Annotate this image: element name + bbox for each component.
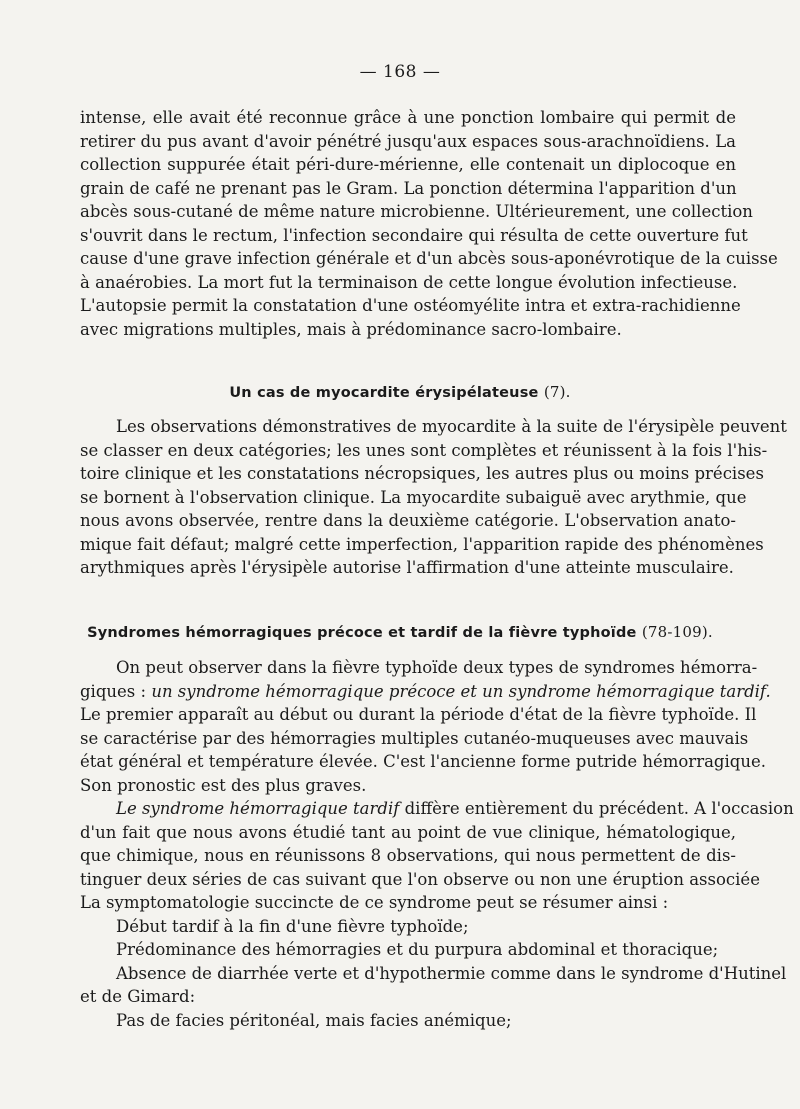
text-line: collection suppurée était péri-dure-mérienne, elle contenait un diplocoque en (80, 155, 736, 174)
italic-text: un syndrome hémorragique précoce et un syndrome hémorragique tardif. (151, 681, 771, 701)
paragraph (80, 415, 787, 580)
heading-title: Syndromes hémorragiques précoce et tardif de la fièvre typhoïde (87, 625, 637, 641)
list-item: Prédominance des hémorragies et du purpura abdominal et thoracique; (116, 940, 719, 959)
text-line: tinguer deux séries de cas suivant que l'on observe ou non une éruption associée (80, 869, 760, 889)
text-line: se bornent à l'observation clinique. La myocardite subaiguë avec arythmie, que (80, 487, 747, 507)
text-line: abcès sous-cutané de même nature microbienne. Ultérieurement, une collection (80, 202, 753, 221)
heading-reference: (78-109). (641, 623, 713, 641)
list-paragraph (80, 915, 787, 1033)
text-line: état général et température élevée. C'est l'ancienne forme putride hémorragique. (80, 752, 766, 771)
paragraph (80, 106, 778, 341)
text-line: intense, elle avait été reconnue grâce à une ponction lombaire qui permit de (80, 108, 736, 127)
text-line: s'ouvrit dans le rectum, l'infection secondaire qui résulta de cette ouverture fut (80, 225, 748, 245)
paragraph (80, 797, 794, 915)
list-item: Début tardif à la fin d'une fièvre typhoïde; (116, 916, 469, 936)
text-line: cause d'une grave infection générale et d'un abcès sous-aponévrotique de la cuisse (80, 249, 778, 268)
list-item: Absence de diarrhée verte et d'hypothermie comme dans le syndrome d'Hutinel (116, 963, 787, 983)
text-line: avec migrations multiples, mais à prédominance sacro-lombaire. (80, 319, 622, 339)
section-heading-typhoid (0, 623, 800, 641)
section-heading-myocarditis (0, 383, 800, 401)
text-line: L'autopsie permit la constatation d'une ostéomyélite intra et extra-rachidienne (80, 296, 741, 315)
text-line: retirer du pus avant d'avoir pénétré jusqu'aux espaces sous-arachnoïdiens. La (80, 131, 736, 151)
text-line: Le premier apparaît au début ou durant la période d'état de la fièvre typhoïde. Il (80, 705, 757, 724)
text-line: et de Gimard: (80, 987, 196, 1006)
text-fragment: diffère entièrement du précédent. A l'occasion (399, 799, 794, 818)
list-item: Pas de facies péritonéal, mais facies anémique; (116, 1010, 512, 1030)
text-line: se caractérise par des hémorragies multiples cutanéo-muqueuses avec mauvais (80, 728, 749, 748)
text-line: toire clinique et les constatations nécropsiques, les autres plus ou moins précises (80, 464, 764, 483)
page-number: — 168 — (359, 62, 441, 82)
text-line (80, 797, 794, 821)
text-line: nous avons observée, rentre dans la deuxième catégorie. L'observation anato- (80, 511, 736, 530)
text-line: d'un fait que nous avons étudié tant au point de vue clinique, hématologique, (80, 822, 736, 842)
text-fragment: giques : (80, 681, 152, 701)
text-line: grain de café ne prenant pas le Gram. La ponction détermina l'apparition d'un (80, 178, 737, 198)
text-line: se classer en deux catégories; les unes sont complètes et réunissent à la fois l'his- (80, 440, 768, 460)
text-line: Son pronostic est des plus graves. (80, 775, 367, 795)
text-line: que chimique, nous en réunissons 8 observations, qui nous permettent de dis- (80, 846, 736, 865)
text-line: arythmiques après l'érysipèle autorise l'affirmation d'une atteinte musculaire. (80, 558, 734, 577)
heading-title: Un cas de myocardite érysipélateuse (229, 385, 539, 401)
text-line: à anaérobies. La mort fut la terminaison de cette longue évolution infectieuse. (80, 272, 738, 292)
text-line (80, 680, 771, 704)
paragraph (80, 656, 771, 797)
text-line: Les observations démonstratives de myocardite à la suite de l'érysipèle peuvent (116, 417, 787, 436)
italic-text: Le syndrome hémorragique tardif (116, 799, 400, 818)
text-line: La symptomatologie succincte de ce syndrome peut se résumer ainsi : (80, 893, 669, 912)
heading-reference: (7). (543, 383, 571, 401)
paragraph-osteomyelitis (80, 106, 778, 341)
text-line: mique fait défaut; malgré cette imperfection, l'apparition rapide des phénomènes (80, 534, 764, 554)
paragraph-typhoid (80, 656, 794, 1032)
paragraph-myocarditis (80, 415, 787, 580)
text-line: On peut observer dans la fièvre typhoïde deux types de syndromes hémorra- (116, 658, 758, 677)
